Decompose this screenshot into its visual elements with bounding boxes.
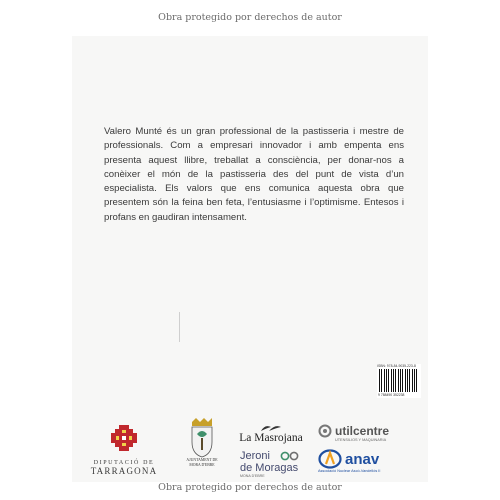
masrojana-name: La Masrojana [239,432,303,444]
copyright-watermark-bottom: Obra protegido por derechos de autor [158,482,342,493]
vertical-rule [179,312,180,342]
diputacio-line1: DIPUTACIÓ DE [93,460,155,466]
utilcentre-name: utilcentre [335,424,390,438]
ajuntament-mora-ebre-logo [176,418,228,468]
ajuntament-line2: MORA D'EBRE [189,463,215,467]
jeroni-line3: MONA D'EBRE [240,474,265,478]
jeroni-line1: Jeroni [240,450,270,462]
utilcentre-swirl-icon [318,424,332,438]
barcode-bars [379,369,419,392]
anav-tagline: Associació Nuclear Ascó-Vandellòs II [318,469,381,473]
anav-emblem-icon [318,449,342,469]
coat-of-arms-icon [176,418,228,458]
masrojana-leaf-icon [259,424,283,432]
jeroni-de-moragas-logo [240,450,314,478]
jeroni-line2: de Moragas [240,462,299,474]
anav-name: anav [345,450,380,468]
diputacio-tarragona-logo [88,424,160,476]
copyright-watermark-top: Obra protegido por derechos de autor [158,12,342,23]
back-cover-blurb: Valero Munté és un gran professional de la pastisseria i mestre de professionals. Com a empresari innovador i amb empenta ens presenta aquest llibre, treballat a consciència, per donar-nos a conèixer el món de la pastisseria des del punt de vista d’un especialista. Els valors que ens comunica aquesta obra que presentem són la feina ben feta, l’entusiasme i l’optimisme. Entesos i profans en gaudiran intensament. [104,126,404,223]
ajuntament-line1: AJUNTAMENT DE [186,458,218,462]
utilcentre-tagline: UTENSILIOS Y MAQUINARIA [335,438,387,442]
diputacio-emblem-icon [110,424,138,452]
anav-logo [318,449,428,473]
barcode-digits: 9 788490 352238 [378,393,405,397]
jeroni-rings-icon [280,451,300,461]
book-back-cover [72,36,428,482]
la-masrojana-logo [238,424,304,444]
isbn-barcode [377,364,421,398]
isbn-label: ISBN: 978-84-9035-223-8 [377,364,416,368]
diputacio-line2: TARRAGONA [90,466,158,476]
utilcentre-logo [318,424,428,442]
